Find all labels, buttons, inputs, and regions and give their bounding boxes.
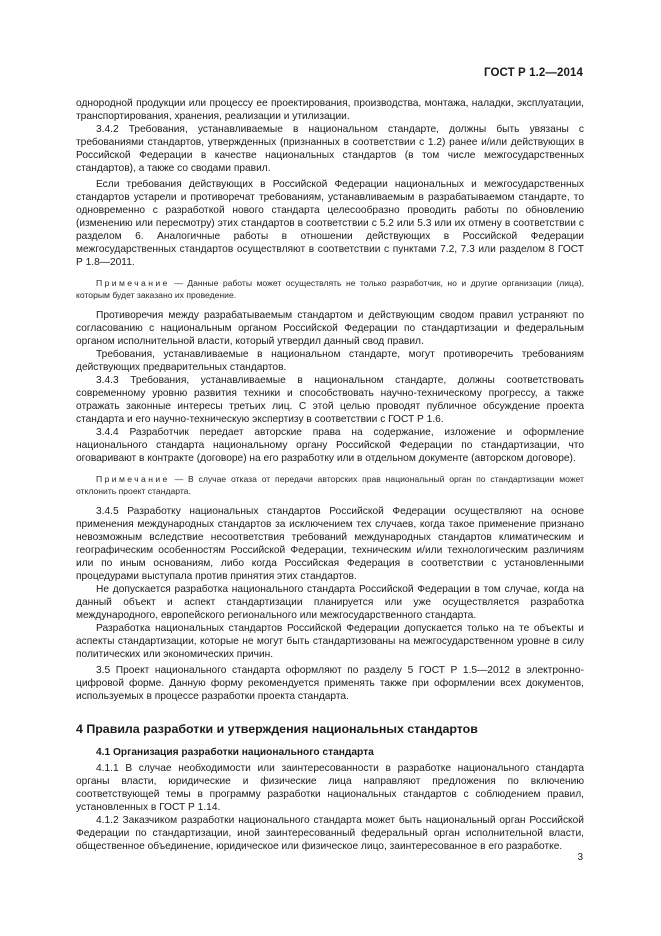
note: [76, 277, 584, 301]
paragraph-3-4-3: 3.4.3 Требования, устанавливаемые в национальном стандарте, должны соответствовать современному уровню развития техники и способствовать научно-техническому прогрессу, а также отражать законные интересы третьих лиц. С этой целью проводят публичное обсуждение проекта стандарта и его научно-техническую экспертизу в соответствии с ГОСТ Р 1.6.: [76, 375, 584, 425]
note-label: Примечание: [96, 474, 170, 484]
paragraph: Противоречия между разрабатываемым стандартом и действующим сводом правил устраняют по согласованию с национальным органом Российской Федерации по стандартизации и федеральным органом исполнительной власти, который утвердил данный свод правил.: [76, 310, 584, 347]
paragraph: Если требования действующих в Российской Федерации национальных и межгосударственных стандартов устарели и противоречат требованиям, устанавливаемым в разрабатываемом стандарте, то одновременно с разработкой нового стандарта целесообразно проводить работы по обновлению (изменению или пересмотру) этих стандартов в соответствии с 5.2 или 5.3 или их отмену в соответствии с разделом 6. Аналогичные работы в отношении действующих в Российской Федерации межгосударственных стандартов осуществляют в соответствии с пунктами 7.2, 7.3 или разделом 8 ГОСТ Р 1.8—2011.: [76, 179, 584, 268]
paragraph-3-4-5: 3.4.5 Разработку национальных стандартов Российской Федерации осуществляют на основе применения международных стандартов за исключением тех случаев, когда такое применение признано невозможным вследствие несоответствия требований международных стандартов климатическим и географическим особенностям Российской Федерации, техническим и/или технологическим различиям или по иным основаниям, либо когда Российская Федерация в соответствии с установленными процедурами выступала против принятия этих стандартов.: [76, 506, 584, 582]
paragraph: Не допускается разработка национального стандарта Российской Федерации в том случае, когда на данный объект и аспект стандартизации планируется или уже осуществляется разработка международного, европейского регионального или межгосударственного стандарта.: [76, 584, 584, 621]
note: [76, 473, 584, 497]
paragraph: Требования, устанавливаемые в национальном стандарте, могут противоречить требованиям действующих предварительных стандартов.: [76, 349, 584, 373]
subsection-4-1-heading: 4.1 Организация разработки национального стандарта: [96, 747, 374, 758]
document-id-header: ГОСТ Р 1.2—2014: [484, 67, 583, 79]
note-label: Примечание: [96, 278, 170, 288]
page-number: 3: [577, 852, 583, 863]
document-body: [76, 97, 584, 853]
paragraph-3-4-2: 3.4.2 Требования, устанавливаемые в национальном стандарте, должны быть увязаны с требованиями стандартов, утвержденных (признанных в соответствии с 1.2) ранее и/или действующих в Российской Федерации в качестве национальных стандартов (в том числе межгосударственных стандартов), а также со сводами правил.: [76, 124, 584, 174]
paragraph: однородной продукции или процессу ее проектирования, производства, монтажа, наладки, эксплуатации, транспортирования, хранения, реализации и утилизации.: [76, 98, 584, 122]
paragraph-3-5: 3.5 Проект национального стандарта оформляют по разделу 5 ГОСТ Р 1.5—2012 в электронно-цифровой форме. Данную форму рекомендуется применять также при оформлении всех документов, используемых в процессе разработки проекта стандарта.: [76, 665, 584, 702]
paragraph-3-4-4: 3.4.4 Разработчик передает авторские права на содержание, изложение и оформление национального стандарта национальному органу Российской Федерации по стандартизации, что оговаривают в контракте (договоре) на его разработку или в отдельном документе (авторском договоре).: [76, 427, 584, 464]
note-text: — В случае отказа от передачи авторских прав национальный орган по стандартизации может отклонить проект стандарта.: [76, 474, 584, 496]
note-text: — Данные работы может осуществлять не только разработчик, но и другие организации (лица), которым будет заказано их проведение.: [76, 278, 584, 300]
paragraph-4-1-2: 4.1.2 Заказчиком разработки национального стандарта может быть национальный орган Российской Федерации по стандартизации, иной заинтересованный федеральный орган исполнительной власти, общественное объединение, юридическое или физическое лицо, заинтересованное в его разработке.: [76, 815, 584, 852]
section-4-heading: 4 Правила разработки и утверждения национальных стандартов: [76, 722, 478, 736]
paragraph-4-1-1: 4.1.1 В случае необходимости или заинтересованности в разработке национального стандарта органы власти, юридические и физические лица направляют предложения по включению соответствующей темы в программу разработки национальных стандартов с соблюдением правил, установленных в ГОСТ Р 1.14.: [76, 763, 584, 813]
paragraph: Разработка национальных стандартов Российской Федерации допускается только на те объекты и аспекты стандартизации, которые не могут быть стандартизованы на межгосударственном уровне в силу политических или экономических причин.: [76, 623, 584, 660]
